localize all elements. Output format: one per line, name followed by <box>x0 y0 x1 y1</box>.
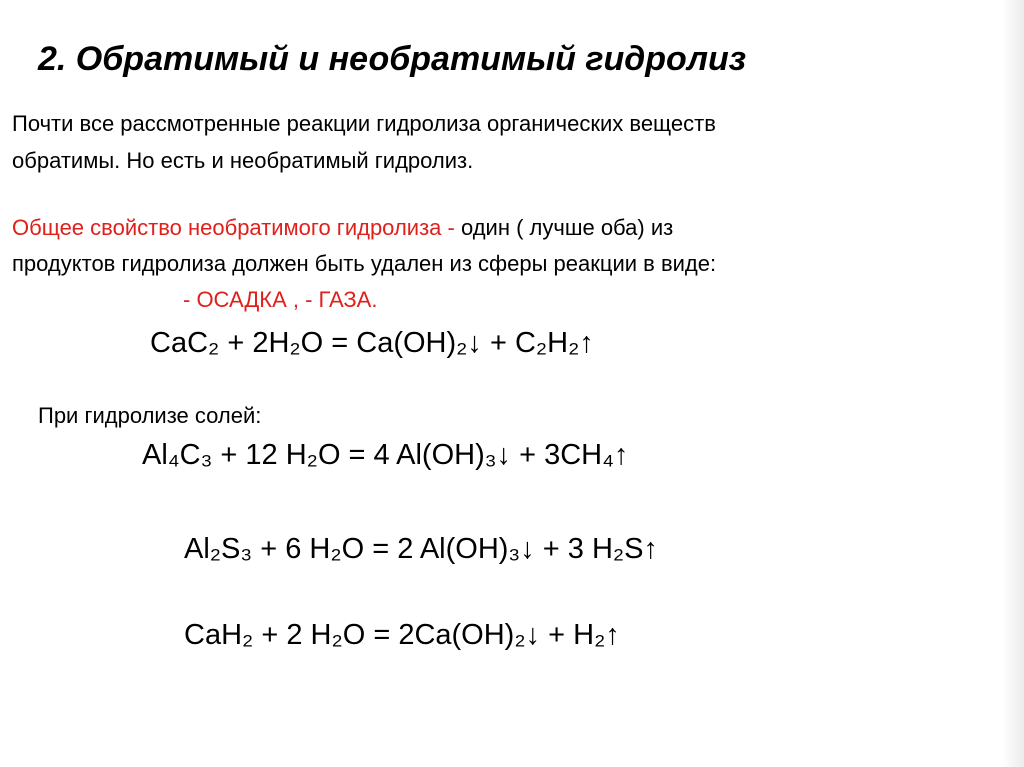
property-continuation: один ( лучше оба) из <box>454 215 674 240</box>
slide-edge-shadow <box>1002 0 1024 767</box>
salts-label: При гидролизе солей: <box>38 403 262 428</box>
equation-cah2: CaH₂ + 2 H₂O = 2Ca(OH)₂↓ + H₂↑ <box>184 619 620 651</box>
equation-al4c3: Al₄C₃ + 12 H₂O = 4 Al(OH)₃↓ + 3CH₄↑ <box>142 439 629 471</box>
property-heading: Общее свойство необратимого гидролиза - <box>12 215 455 240</box>
intro-line-2: обратимы. Но есть и необратимый гидролиз. <box>12 148 474 173</box>
property-line-2: продуктов гидролиза должен быть удален из сферы реакции в виде: <box>12 251 717 276</box>
slide-title: 2. Обратимый и необратимый гидролиз <box>38 40 747 78</box>
forms-line: - ОСАДКА , - ГАЗА. <box>183 287 378 312</box>
property-line-1 <box>12 215 673 241</box>
equation-cac2: CaC₂ + 2H₂O = Ca(OH)₂↓ + C₂H₂↑ <box>150 327 594 359</box>
equation-al2s3: Al₂S₃ + 6 H₂O = 2 Al(OH)₃↓ + 3 H₂S↑ <box>184 533 659 565</box>
intro-line-1: Почти все рассмотренные реакции гидролиза органических веществ <box>12 111 716 136</box>
